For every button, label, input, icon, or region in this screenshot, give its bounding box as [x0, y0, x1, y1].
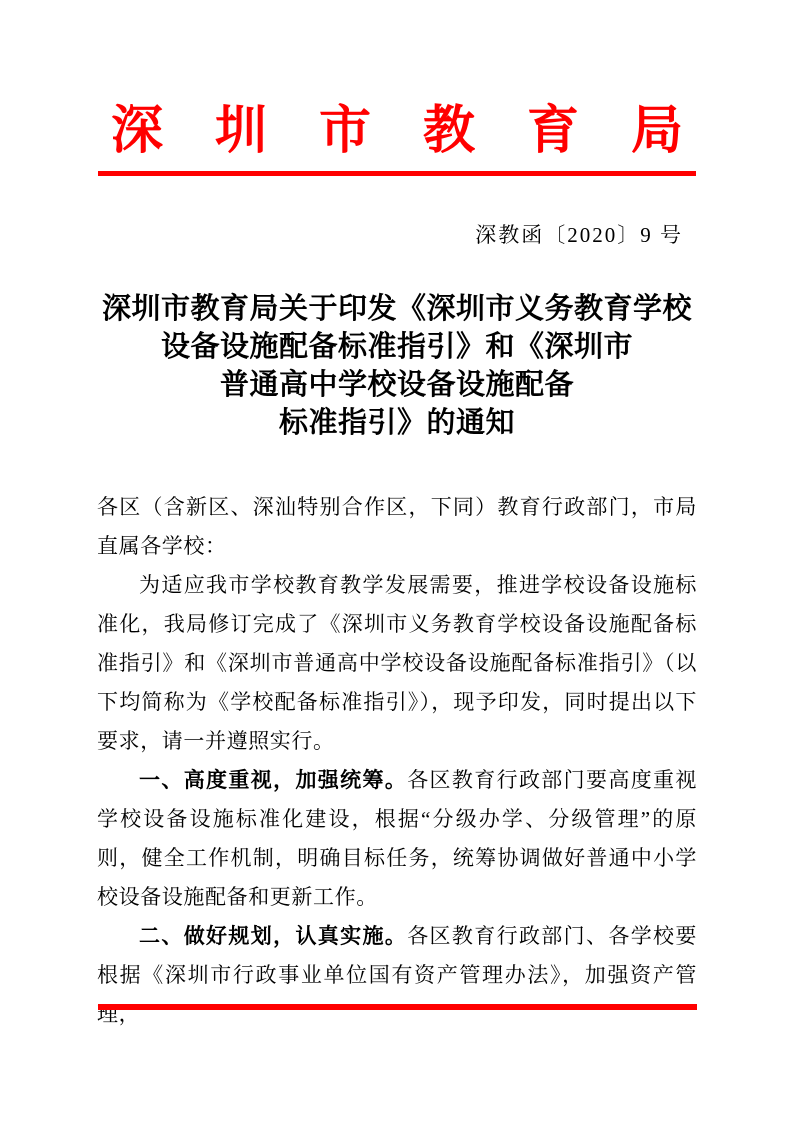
header-double-rule — [98, 171, 696, 176]
document-title — [77, 290, 717, 442]
document-number: 深教函〔2020〕9 号 — [475, 223, 683, 247]
footer-double-rule — [98, 1004, 697, 1010]
paragraph-point-1 — [97, 761, 697, 917]
title-line-4: 标准指引》的通知 — [278, 407, 515, 439]
point-2-heading: 二、做好规划，认真实施。 — [139, 925, 408, 948]
document-body — [97, 488, 697, 1034]
title-line-2: 设备设施配备标准指引》和《深圳市 — [160, 331, 633, 363]
point-2-text: 各区教育行政部门、各学校要根据《深圳市行政事业单位国有资产管理办法》，加强资产管理， — [97, 924, 697, 1026]
paragraph-intro: 为适应我市学校教育教学发展需要，推进学校设备设施标准化，我局修订完成了《深圳市义务教育学校设备设施配备标准指引》和《深圳市普通高中学校设备设施配备标准指引》（以下均简称为《学校配备标准指引》），现予印发，同时提出以下要求，请一并遵照实行。 — [97, 573, 697, 753]
paragraph-point-2 — [97, 917, 697, 1034]
point-1-text: 各区教育行政部门要高度重视学校设备设施标准化建设，根据“分级办学、分级管理”的原则，健全工作机制，明确目标任务，统筹协调做好普通中小学校设备设施配备和更新工作。 — [97, 768, 697, 909]
agency-name: 深 圳 市 教 育 局 — [110, 103, 683, 160]
salutation: 各区（含新区、深汕特别合作区，下同）教育行政部门，市局直属各学校： — [97, 495, 697, 558]
title-line-3: 普通高中学校设备设施配备 — [219, 369, 574, 401]
title-line-1: 深圳市教育局关于印发《深圳市义务教育学校 — [101, 293, 692, 325]
point-1-heading: 一、高度重视，加强统筹。 — [139, 769, 408, 792]
